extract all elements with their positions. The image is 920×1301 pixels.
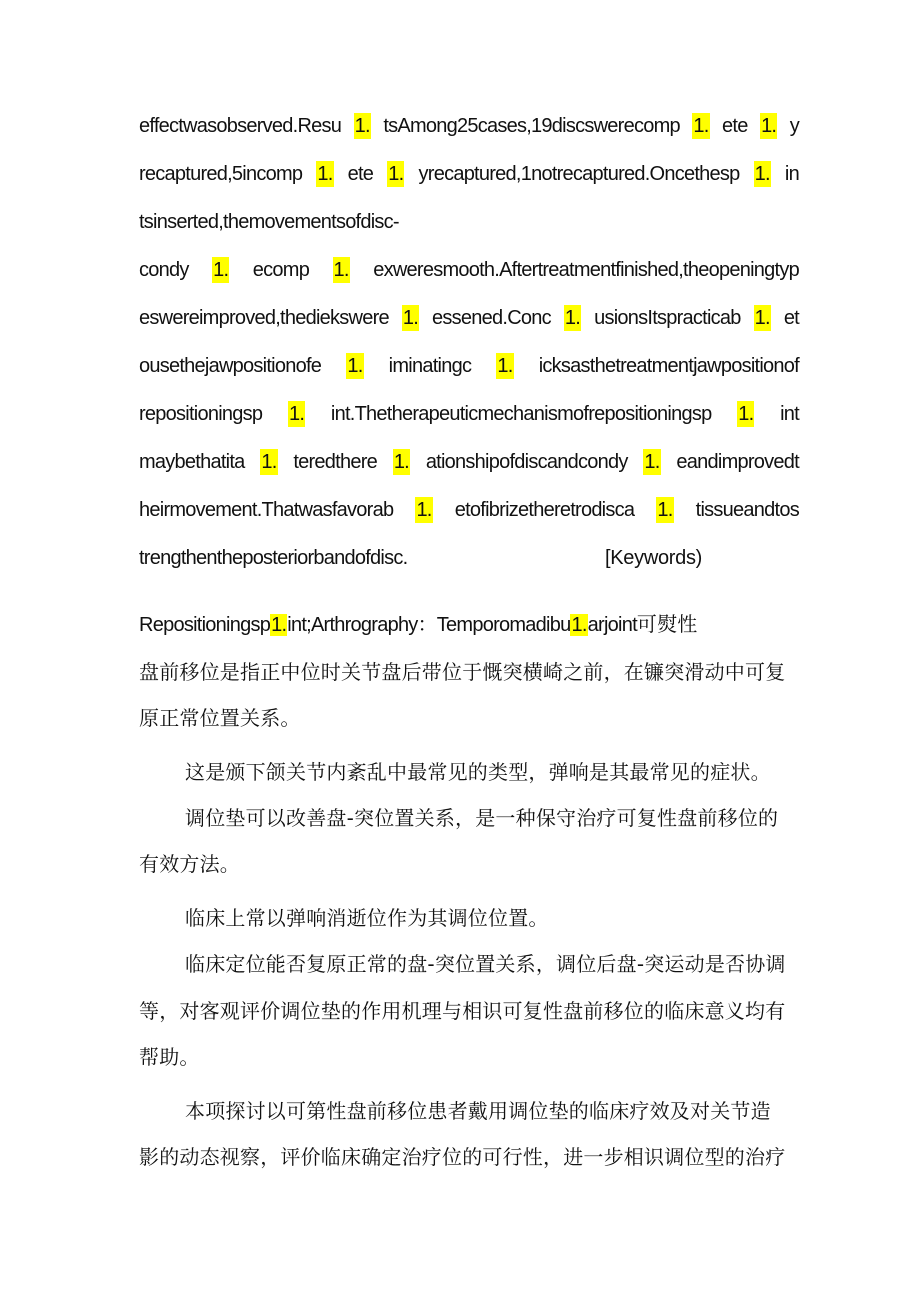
keywords-line bbox=[139, 611, 784, 638]
paragraph-3-line-1: 临床上常以弹响消逝位作为其调位位置。 bbox=[185, 906, 549, 930]
text-segment: tsAmong25cases,19discswerecomp bbox=[383, 115, 680, 137]
text-segment: essened.Conc bbox=[432, 307, 551, 329]
highlight: 1. bbox=[644, 451, 660, 473]
highlight: 1. bbox=[354, 115, 370, 137]
text-segment: int bbox=[780, 403, 799, 425]
text-segment: Repositioningsp bbox=[139, 614, 271, 636]
highlight: 1. bbox=[261, 451, 277, 473]
paragraph-5-line-1: 本项探讨以可第性盘前移位患者戴用调位垫的临床疗效及对关节造 bbox=[185, 1099, 771, 1123]
text-segment: 可熨性 bbox=[636, 612, 698, 636]
text-segment: arjoint bbox=[587, 614, 637, 636]
paragraph-2-line-2: 有效方法。 bbox=[139, 852, 240, 876]
text-segment: icksasthetreatmentjawpositionof bbox=[538, 355, 799, 377]
highlight: 1. bbox=[393, 451, 409, 473]
abstract-line-9 bbox=[139, 497, 799, 523]
text-segment: ete bbox=[722, 115, 748, 137]
paragraph-5-line-2: 影的动态视察，评价临床确定治疗位的可行性，进一步相识调位型的治疗 bbox=[139, 1145, 786, 1169]
text-segment: trengthentheposteriorbandofdisc. bbox=[139, 547, 408, 569]
text-segment: tissueandtos bbox=[695, 499, 799, 521]
text-segment: recaptured,5incomp bbox=[139, 163, 303, 185]
keywords-label: [Keywords) bbox=[605, 547, 703, 569]
abstract-line-3 bbox=[139, 209, 799, 235]
text-segment: maybethatita bbox=[139, 451, 245, 473]
highlight: 1. bbox=[693, 115, 709, 137]
paragraph-4-line-1: 临床定位能否复原正常的盘-突位置关系，调位后盘-突运动是否协调 bbox=[185, 952, 786, 976]
text-segment: ationshipofdiscandcondy bbox=[425, 451, 628, 473]
highlight: 1. bbox=[657, 499, 673, 521]
highlight: 1. bbox=[761, 115, 777, 137]
highlight: 1. bbox=[213, 259, 229, 281]
paragraph-1-line-1: 这是颁下颌关节内紊乱中最常见的类型，弹响是其最常见的症状。 bbox=[185, 760, 771, 784]
text-segment: et bbox=[783, 307, 799, 329]
text-segment: condy bbox=[139, 259, 189, 281]
highlight: 1. bbox=[388, 163, 404, 185]
highlight: 1. bbox=[333, 259, 349, 281]
text-segment: yrecaptured,1notrecaptured.Oncethesp bbox=[418, 163, 740, 185]
text-segment: in bbox=[784, 163, 799, 185]
paragraph-2-line-1: 调位垫可以改善盘-突位置关系，是一种保守治疗可复性盘前移位的 bbox=[185, 806, 779, 830]
highlight: 1. bbox=[754, 307, 770, 329]
abstract-line-6 bbox=[139, 353, 799, 379]
highlight: 1. bbox=[416, 499, 432, 521]
text-segment: int.Thetherapeuticmechanismofrepositioningsp bbox=[330, 403, 712, 425]
text-segment: heirmovement.Thatwasfavorab bbox=[139, 499, 394, 521]
text-segment: repositioningsp bbox=[139, 403, 263, 425]
abstract-line-2 bbox=[139, 161, 799, 187]
text-segment: usionsItspracticab bbox=[594, 307, 741, 329]
abstract-line-4 bbox=[139, 257, 799, 283]
body-line: 盘前移位是指正中位时关节盘后带位于慨突横崎之前，在镰突滑动中可复 bbox=[139, 660, 786, 684]
text-segment: eandimprovedt bbox=[676, 451, 799, 473]
body-line: 原正常位置关系。 bbox=[139, 706, 301, 730]
text-segment: tsinserted,themovementsofdisc- bbox=[139, 211, 399, 233]
highlight: 1. bbox=[497, 355, 513, 377]
highlight: 1. bbox=[317, 163, 333, 185]
text-segment: effectwasobserved.Resu bbox=[139, 115, 342, 137]
highlight: 1. bbox=[271, 614, 287, 636]
paragraph-4-line-3: 帮助。 bbox=[139, 1045, 200, 1069]
text-segment: teredthere bbox=[293, 451, 377, 473]
highlight: 1. bbox=[564, 307, 581, 329]
text-segment: etofibrizetheretrodisca bbox=[454, 499, 635, 521]
text-segment: ecomp bbox=[252, 259, 310, 281]
text-segment: y bbox=[789, 115, 799, 137]
text-segment: exweresmooth.Aftertreatmentfinished,theopeningtyp bbox=[373, 259, 799, 281]
highlight: 1. bbox=[289, 403, 305, 425]
abstract-line-1 bbox=[139, 113, 799, 139]
abstract-line-8 bbox=[139, 449, 799, 475]
highlight: 1. bbox=[347, 355, 363, 377]
highlight: 1. bbox=[571, 614, 587, 636]
text-segment: ete bbox=[347, 163, 374, 185]
abstract-line-5 bbox=[139, 305, 799, 331]
paragraph-4-line-2: 等，对客观评价调位垫的作用机理与相识可复性盘前移位的临床意义均有 bbox=[139, 999, 786, 1023]
text-segment: iminatingc bbox=[388, 355, 472, 377]
text-segment: int;Arthrography：Temporomadibu bbox=[287, 614, 571, 636]
highlight: 1. bbox=[754, 163, 770, 185]
text-segment: ousethejawpositionofe bbox=[139, 355, 322, 377]
abstract-line-7 bbox=[139, 401, 799, 427]
highlight: 1. bbox=[738, 403, 754, 425]
text-segment: eswereimproved,thediekswere bbox=[139, 307, 389, 329]
highlight: 1. bbox=[402, 307, 419, 329]
